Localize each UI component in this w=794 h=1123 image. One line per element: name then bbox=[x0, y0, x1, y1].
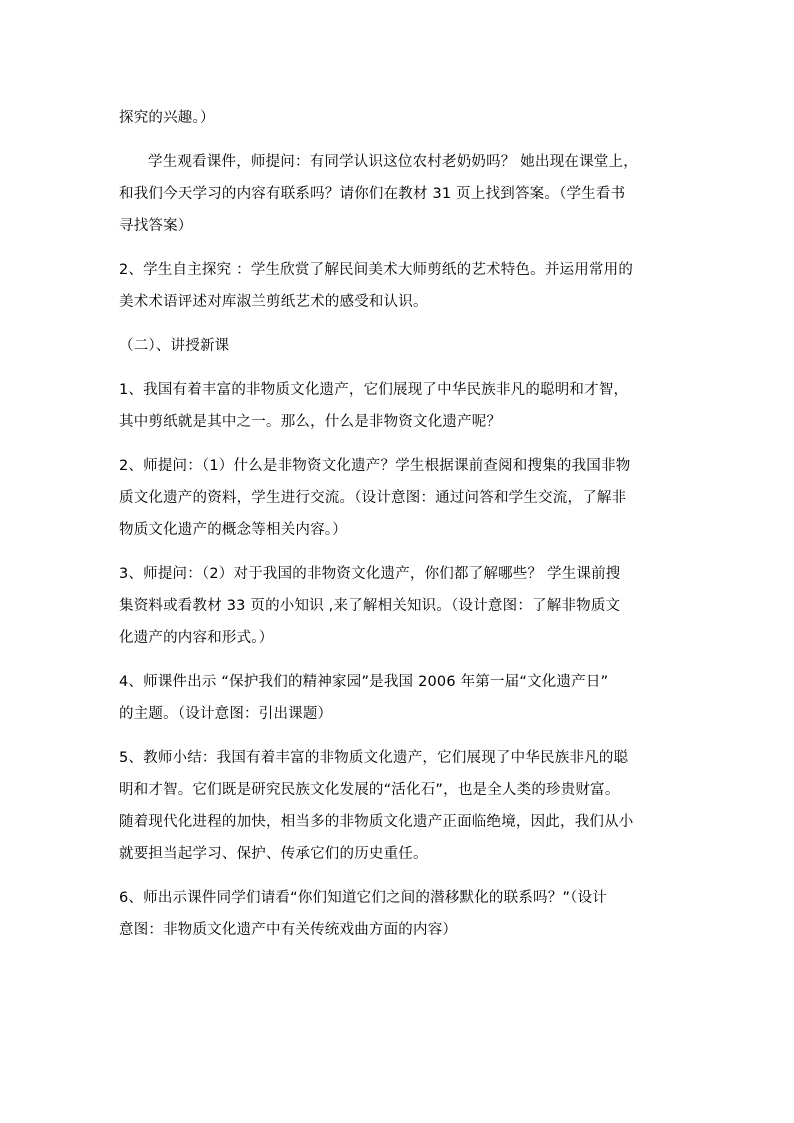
text-line: 明和才智。它们既是研究民族文化发展的“活化石”，也是全人类的珍贵财富。 bbox=[119, 782, 620, 798]
text-line: 2、学生自主探究 ：学生欣赏了解民间美术大师剪纸的艺术特色。并运用常用的 bbox=[119, 262, 634, 278]
text-line: 随着现代化进程的加快，相当多的非物质文化遗产正面临绝境，因此，我们从小 bbox=[119, 814, 634, 830]
paragraph-courseware-question bbox=[119, 146, 679, 242]
text-line: 质文化遗产的资料，学生进行交流。（设计意图：通过问答和学生交流，了解非 bbox=[119, 490, 627, 506]
text-line: 探究的兴趣。） bbox=[119, 110, 215, 126]
text-line: 6、师出示课件同学们请看“你们知道它们之间的潜移默化的联系吗？”（设计 bbox=[119, 890, 607, 906]
text-line: 5、教师小结：我国有着丰富的非物质文化遗产，它们展现了中华民族非凡的聪 bbox=[119, 750, 629, 766]
text-line: （二）、讲授新课 bbox=[119, 338, 230, 354]
text-line: 其中剪纸就是其中之一。那么，什么是非物资文化遗产呢？ bbox=[119, 414, 502, 430]
document-body bbox=[119, 102, 679, 958]
text-line: 意图：非物质文化遗产中有关传统戏曲方面的内容） bbox=[119, 922, 458, 938]
text-line: 物质文化遗产的概念等相关内容。） bbox=[119, 522, 347, 538]
section-heading-new-lesson bbox=[119, 330, 679, 362]
text-line: 美术术语评述对库淑兰剪纸艺术的感受和认识。 bbox=[119, 294, 428, 310]
text-line: 的主题。（设计意图：引出课题） bbox=[119, 706, 333, 722]
text-line: 就要担当起学习、保护、传承它们的历史重任。 bbox=[119, 846, 428, 862]
text-line: 化遗产的内容和形式。） bbox=[119, 630, 274, 646]
text-line: 寻找答案） bbox=[119, 218, 193, 234]
text-line: 和我们今天学习的内容有联系吗？请你们在教材 31 页上找到答案。（学生看书 bbox=[119, 186, 626, 202]
text-line: 1、我国有着丰富的非物质文化遗产，它们展现了中华民族非凡的聪明和才智， bbox=[119, 382, 629, 398]
text-line: 学生观看课件，师提问：有同学认识这位农村老奶奶吗？ 她出现在课堂上， bbox=[148, 154, 638, 170]
paragraph-self-inquiry bbox=[119, 254, 679, 318]
paragraph-intro-end bbox=[119, 102, 679, 134]
text-line: 4、师课件出示 “保护我们的精神家园”是我国 2006 年第一届“文化遗产日” bbox=[119, 674, 609, 690]
paragraph-item-3 bbox=[119, 558, 679, 654]
text-line: 3、师提问：（2）对于我国的非物资文化遗产，你们都了解哪些？ 学生课前搜 bbox=[119, 566, 621, 582]
paragraph-item-4 bbox=[119, 666, 679, 730]
paragraph-item-1 bbox=[119, 374, 679, 438]
text-line: 2、师提问：（1）什么是非物资文化遗产？学生根据课前查阅和搜集的我国非物 bbox=[119, 458, 631, 474]
paragraph-item-5 bbox=[119, 742, 679, 870]
text-line: 集资料或看教材 33 页的小知识 ,来了解相关知识。（设计意图：了解非物质文 bbox=[119, 598, 621, 614]
paragraph-item-2 bbox=[119, 450, 679, 546]
paragraph-item-6 bbox=[119, 882, 679, 946]
